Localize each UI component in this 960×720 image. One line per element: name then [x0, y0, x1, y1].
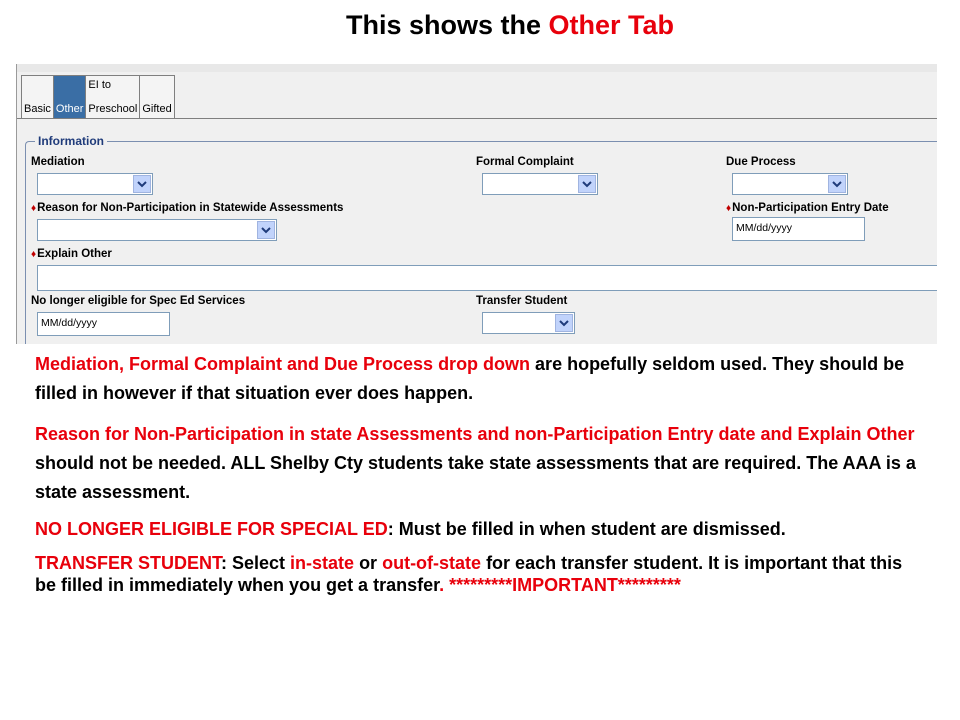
formal-complaint-label: Formal Complaint [476, 156, 574, 168]
chevron-down-icon [582, 181, 592, 188]
tab-other-label: Other [55, 103, 84, 115]
note-no-longer-eligible-text: : Must be filled in when student are dismissed. [387, 519, 786, 539]
transfer-student-label: Transfer Student [476, 295, 568, 307]
explanation-notes [35, 350, 925, 596]
slide-title [0, 10, 960, 41]
due-process-label: Due Process [726, 156, 796, 168]
tab-ei-label-line1: EI to [88, 79, 112, 91]
note-non-participation [35, 420, 925, 507]
formal-complaint-dropdown-button[interactable] [578, 175, 596, 193]
explain-other-label [31, 248, 112, 260]
note-dropdowns-highlight: Mediation, Formal Complaint and Due Process drop down [35, 354, 531, 374]
non-participation-entry-date-input[interactable]: MM/dd/yyyy [732, 217, 865, 241]
window-top-strip [17, 64, 937, 72]
note-transfer-student [35, 552, 925, 596]
tab-bar [21, 72, 174, 119]
mediation-label: Mediation [31, 156, 85, 168]
transfer-student-dropdown[interactable] [482, 312, 575, 334]
tab-basic-label: Basic [24, 103, 51, 115]
no-longer-eligible-date-input[interactable]: MM/dd/yyyy [37, 312, 170, 336]
reason-non-participation-dropdown-button[interactable] [257, 221, 275, 239]
note-transfer-in-state: in-state [290, 553, 355, 573]
note-transfer-important: . *********IMPORTANT********* [439, 575, 681, 595]
chevron-down-icon [832, 181, 842, 188]
due-process-dropdown-button[interactable] [828, 175, 846, 193]
slide-title-highlight: Other Tab [548, 10, 675, 40]
transfer-student-dropdown-button[interactable] [555, 314, 573, 332]
non-participation-entry-date-label-text: Non-Participation Entry Date [732, 202, 889, 214]
required-marker: ♦ [726, 203, 732, 214]
tab-gifted[interactable] [139, 75, 174, 119]
note-no-longer-eligible [35, 515, 925, 544]
explain-other-label-text: Explain Other [37, 248, 112, 260]
reason-non-participation-dropdown[interactable] [37, 219, 277, 241]
information-legend: Information [35, 134, 107, 148]
note-transfer-out-of-state: out-of-state [382, 553, 482, 573]
note-dropdowns-text: are hopefully seldom used. They should be filled in however if that situation ever does happen. [35, 354, 905, 403]
note-non-participation-highlight: Reason for Non-Participation in state Assessments and non-Participation Entry date and Explain Other [35, 424, 915, 444]
chevron-down-icon [137, 181, 147, 188]
note-transfer-text-2: or [354, 553, 383, 573]
reason-non-participation-label [31, 202, 343, 214]
mediation-dropdown-button[interactable] [133, 175, 151, 193]
reason-non-participation-label-text: Reason for Non-Participation in Statewide Assessments [37, 202, 344, 214]
note-transfer-text-1: : Select [221, 553, 291, 573]
chevron-down-icon [261, 227, 271, 234]
tab-ei-label-line2: Preschool [88, 103, 138, 115]
tab-ei-to-preschool[interactable] [85, 75, 140, 119]
form-screenshot [16, 64, 937, 344]
required-marker: ♦ [31, 203, 37, 214]
non-participation-entry-date-label [726, 202, 889, 214]
note-transfer-label: TRANSFER STUDENT [35, 553, 222, 573]
formal-complaint-dropdown[interactable] [482, 173, 598, 195]
mediation-dropdown[interactable] [37, 173, 153, 195]
required-marker: ♦ [31, 249, 37, 260]
no-longer-eligible-label: No longer eligible for Spec Ed Services [31, 295, 246, 307]
slide-title-prefix: This shows the [345, 10, 549, 40]
note-non-participation-text: should not be needed. ALL Shelby Cty students take state assessments that are required. The AAA is a state assessment. [35, 453, 916, 502]
note-transfer-text-3: for each transfer student. It is important that this be filled in immediately when you get a transfer [35, 553, 903, 595]
explain-other-input[interactable] [37, 265, 937, 291]
note-no-longer-eligible-highlight: NO LONGER ELIGIBLE FOR SPECIAL ED [35, 519, 388, 539]
tab-divider [17, 118, 937, 119]
tab-basic[interactable] [21, 75, 54, 119]
tab-other[interactable] [53, 75, 87, 119]
note-dropdowns [35, 350, 925, 408]
due-process-dropdown[interactable] [732, 173, 848, 195]
tab-gifted-label: Gifted [142, 103, 172, 115]
chevron-down-icon [559, 320, 569, 327]
